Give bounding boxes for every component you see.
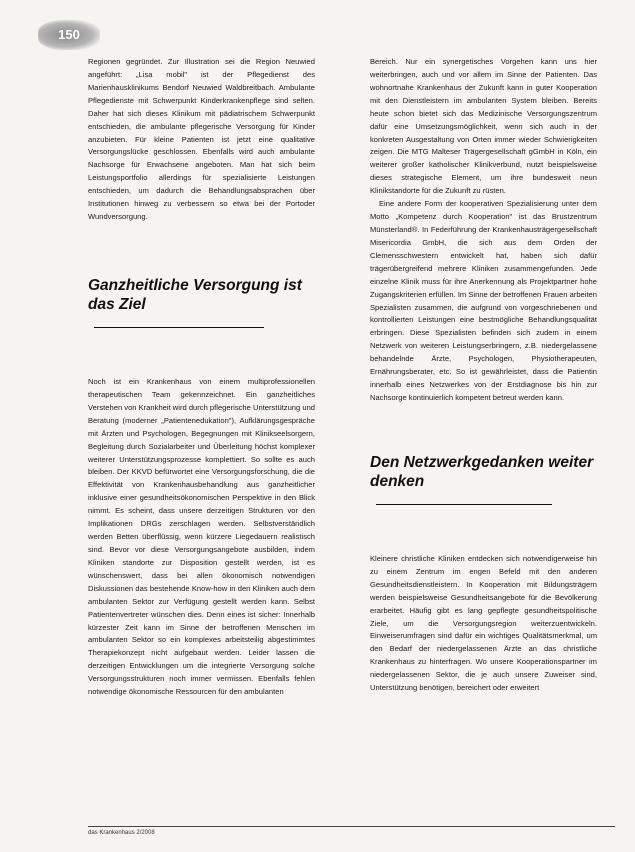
right-paragraph-2: Eine andere Form der kooperativen Spezialisierung unter dem Motto „Kompetenz durch Kooperation" ist das Brustzentrum Münsterland®. In Federführung der Krankenhausträgergesellschaft Misericordia GmbH, die sich aus dem Orden der Clemensschwestern entwickelt hat, haben sich dafür trägerübergreifend mehrere Kliniken zusammengefunden. Jede einzelne Klinik muss für ihre Anerkennung als Projektpartner hohe Zugangskriterien erfüllen. Im Sinne der betroffenen Frauen arbeiten Spezialisten zusammen, die aufgrund von vorgeschriebenen und kontrollierten Leistungen eine bestmögliche Behandlungsqualität erbringen. Diese Spezialisten befinden sich zudem in einem Netzwerk von weiteren Leistungserbringern, z.B. niedergelassene behandelnde Ärzte, Psychologen, Physiotherapeuten, Ernährungsberater, etc. So ist gewährleistet, dass die Patientin innerhalb eines Netzwerkes von der Erstdiagnose bis hin zur Nachsorge kontinuierlich kompetent betreut werden kann. — [370, 199, 597, 402]
footer-journal: das Krankenhaus 2/2008 — [88, 830, 155, 836]
section-heading-holistic-care: Ganzheitliche Versorgung ist das Ziel — [88, 276, 315, 333]
right-column — [370, 56, 597, 695]
section-heading-network: Den Netzwerkgedanken weiter denken — [370, 453, 597, 510]
left-paragraph-1: Regionen gegründet. Zur Illustration sei die Region Neuwied angeführt: „Lisa mobil" ist der Pflegedienst des Marienhausklinikums Bendorf Neuwied Waldbreitbach. Ambulante Pflegedienste mit Schwerpunkt Kinderkrankenpflege sind selten. Daher hat sich dieses Klinikum mit pädiatrischem Schwerpunkt entschieden, die ambulante pflegerische Versorgung für Kinder anzubieten. Für kleine Patienten ist jetzt eine qualitative Versorgungslücke geschlossen. Ebenfalls wird auch ambulante Nachsorge für Erwachsene angeboten. Man hat sich beim Leistungsportfolio allerdings für spezialisierte Leistungen entschieden, um dadurch die Behandlungsabsprachen über Institutionen hinweg zu verbessern so etwa bei der Portoder Wundversorgung. — [88, 57, 315, 222]
left-column — [88, 56, 315, 699]
right-paragraph-3: Kleinere christliche Kliniken entdecken sich notwendigerweise hin zu einem Zentrum im engen Befeld mit den anderen Gesundheitsdienstleistern. In Kooperation mit Bildungsträgern werden beispielsweise Gesundheitsangebote für die Bevölkerung erarbeitet. Häufig gibt es lang gepflegte gesundheitspolitische Ziele, um die Versorgungsregion weiterzuentwickeln. Einweiserumfragen sind dafür ein wichtiges Qualitätsmerkmal, um den Bedarf der niedergelassenen Ärzte an das christliche Krankenhaus zu hinterfragen. Wo unsere Kooperationspartner im niedergelassenen Sektor, die je auch unsere Zuweiser sind, Unterstützung benötigen, bereichert oder erweitert — [370, 553, 597, 693]
left-paragraph-2: Noch ist ein Krankenhaus von einem multiprofessionellen therapeutischen Team gekennzeichnet. Ein ganzheitliches Verstehen von Krankheit wird durch pflegerische Unterstützung und Beratung (moderner „Patientenedukation"), Aufklärungsgespräche mit Ärzten und Psychologen, Begegnungen mit Klinikseelsorgern, Begleitung durch Sozialarbeiter und Überleitung höchst komplexer weiterer Unterstützungsprozesse komplettiert. So sollte es auch bleiben. Der KKVD befürwortet eine Versorgungsforschung, die die Effektivität von Krankenhausbehandlung aus ganzheitlicher inklusive einer gesundheitsökonomischen Perspektive in den Blick nimmt. Es scheint, dass unsere derzeitigen Strukturen vor den Implikationen DRGs zerschlagen werden. Selbstverständlich werden Betten überflüssig, wenn kürzere Liegedauern realistisch sind. Bevor vor diese Versorgungsangebote ausbilden, indem Kliniken standorte zur Disposition gestellt werden, ist es wünschenswert, dass bei allen ökonomisch notwendigen Diskussionen das bestehende Know-how in den Kliniken auch dem ambulanten Sektor zur Verfügung gestellt werden kann. Selbst Patientenvertreter wünschen dies. Denn eines ist sicher: Innerhalb kürzester Zeit kann im Sinne der betroffenen Menschen im ambulanten Sektor so ein komplexes arbeitsteilig abgestimmtes Therapiekonzept nicht aufgebaut werden. Leider lassen die derzeitigen Entwicklungen um die integrierte Versorgung solche Versorgungsstrukturen noch immer vermissen. Ebenfalls fehlen notwendige ökonomische Ressourcen für den ambulanten — [88, 376, 315, 697]
footer-rule — [88, 826, 615, 827]
page-number: 150 — [38, 20, 100, 50]
heading-rule — [94, 327, 264, 328]
heading-rule — [376, 504, 552, 505]
right-paragraph-1: Bereich. Nur ein synergetisches Vorgehen kann uns hier weiterbringen, auch und vor allem im Sinne der Patienten. Das wohnortnahe Krankenhaus der Zukunft kann in guter Kooperation mit den Dienstleistern im ambulanten System bleiben. Bereits heute schon bietet sich das Medizinische Versorgungszentrum dafür eine Umsetzungsmöglichkeit, wenn sich auch in der konkreten Ausgestaltung von Orten immer wieder Schwierigkeiten zeigen. Die MTG Malteser Trägergesellschaft gGmbH in Köln, ein weiterer großer katholischer Klinikverbund, nutzt beispielsweise dieses strategische Element, um ihre bundesweit neun Klinikstandorte für die Zukunft zu rüsten. — [370, 57, 597, 196]
